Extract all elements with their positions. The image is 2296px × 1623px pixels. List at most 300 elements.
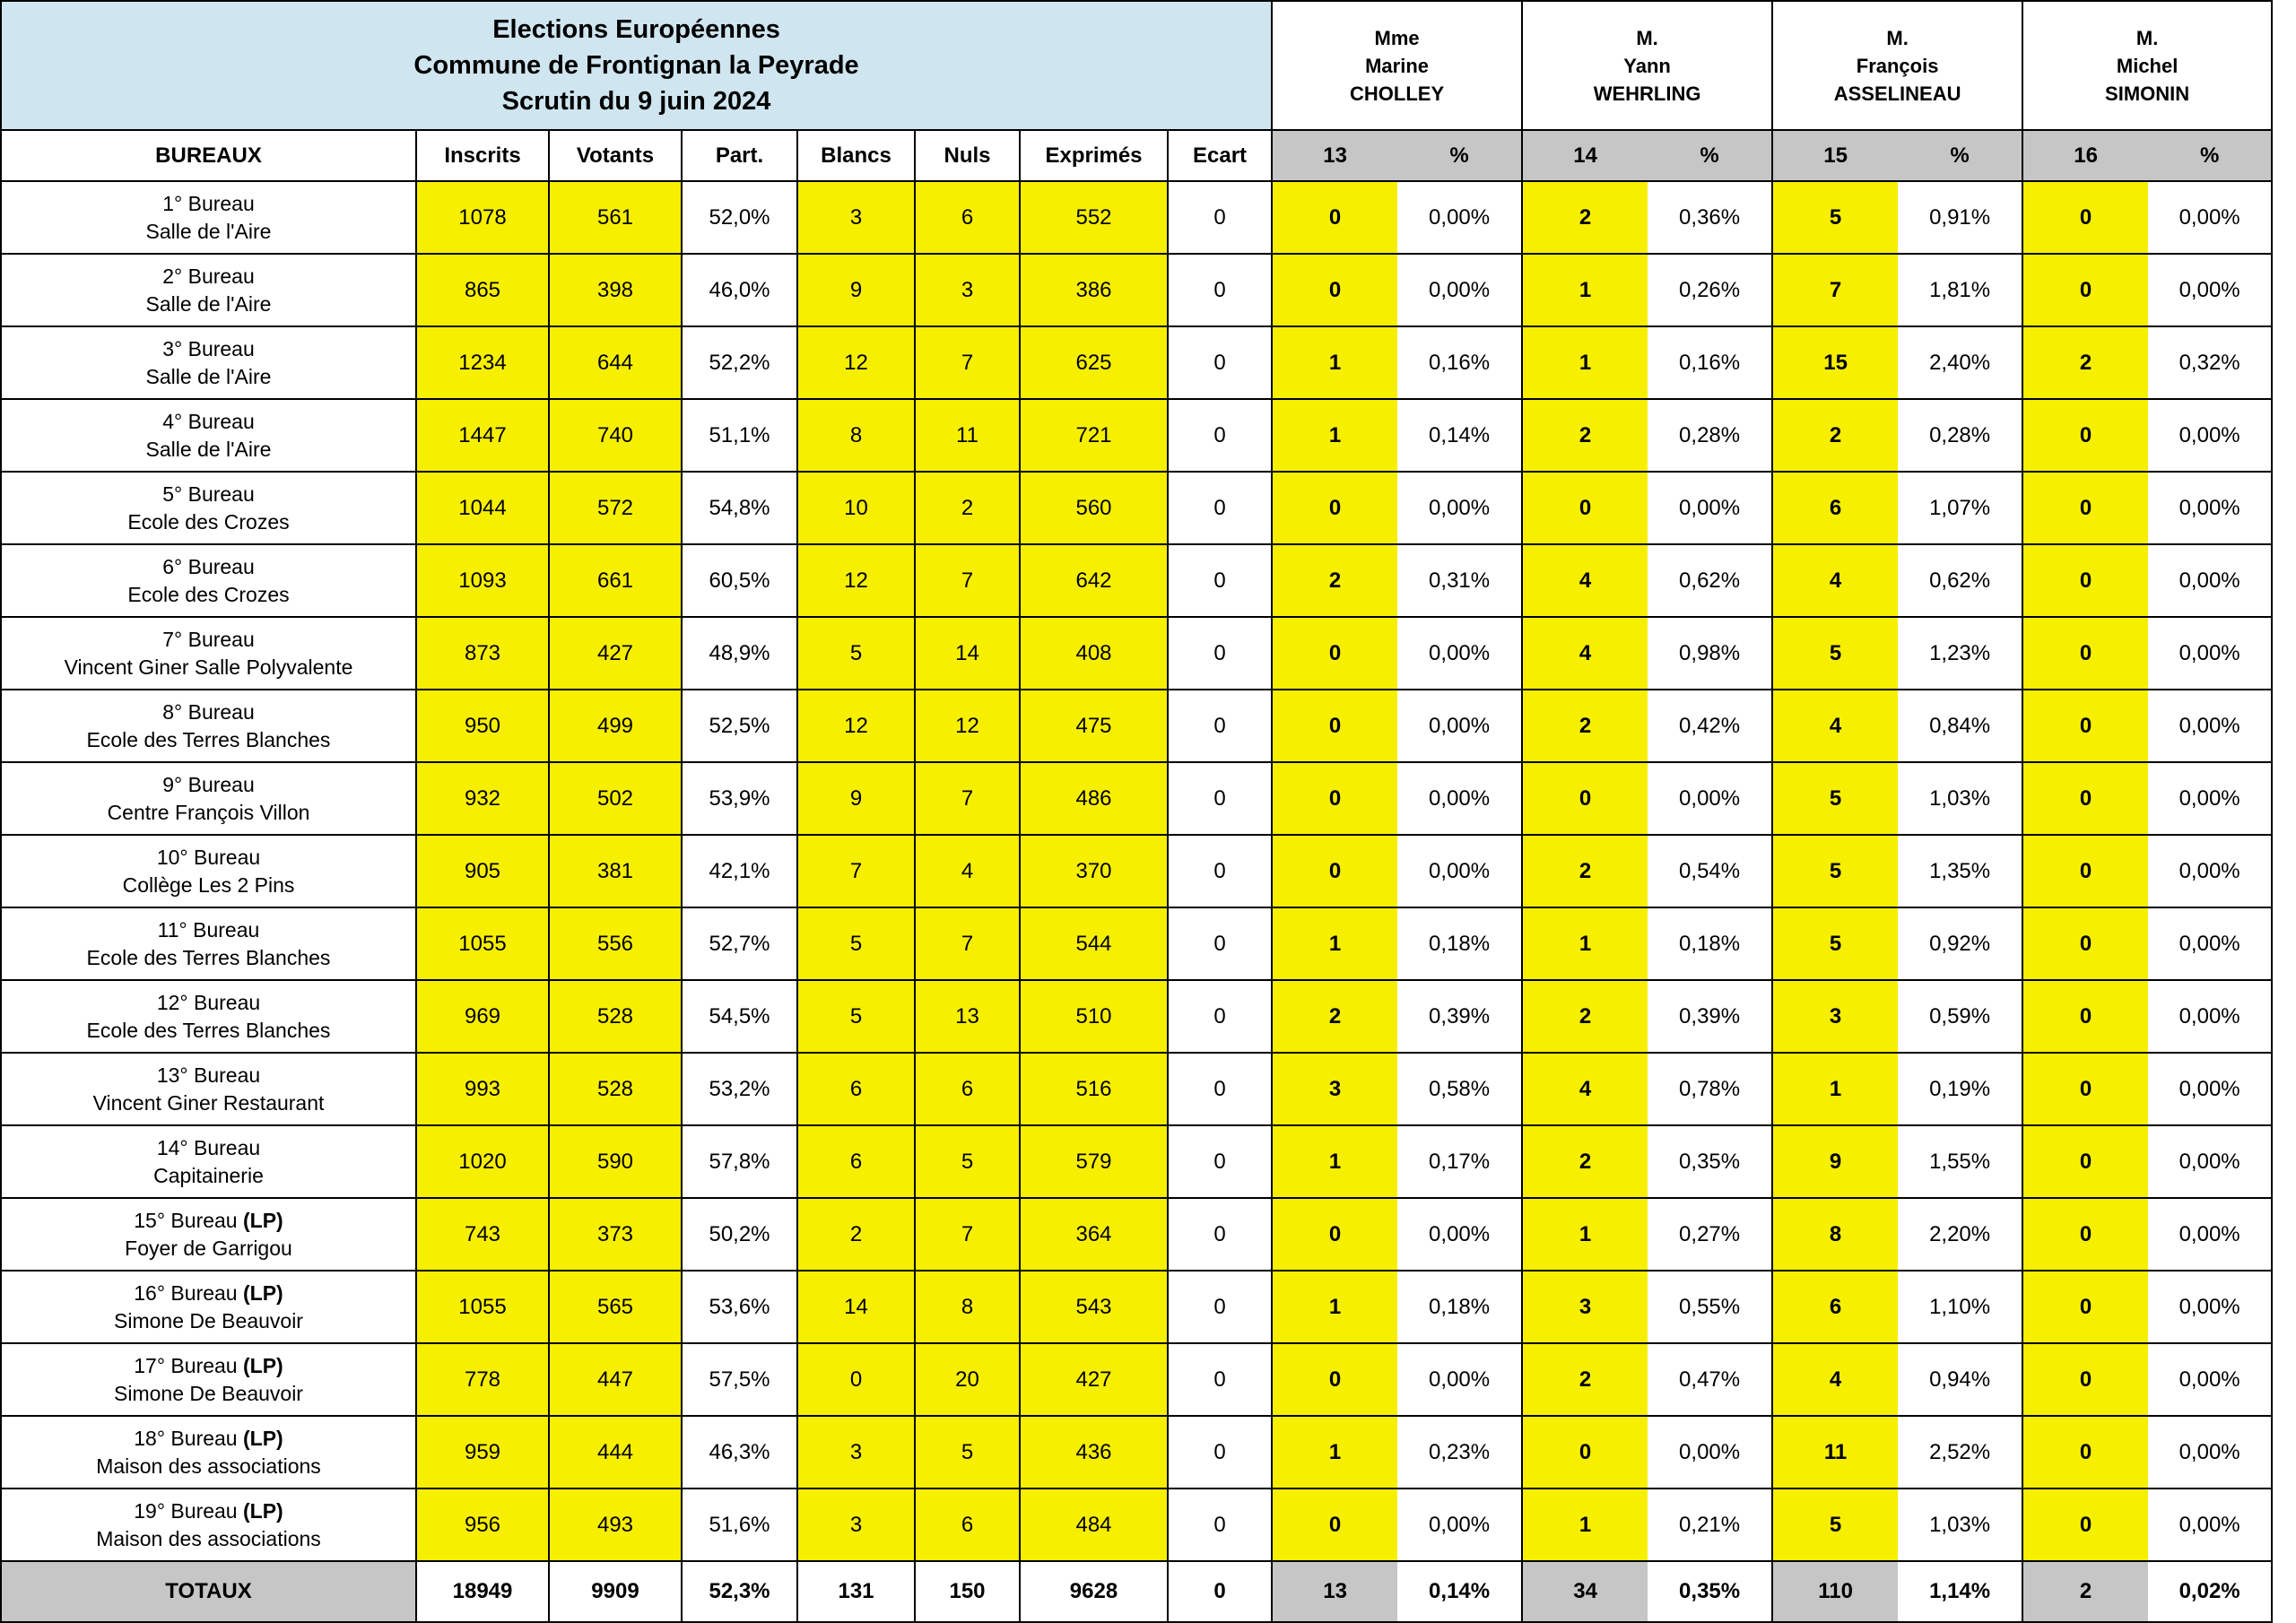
part-cell: 42,1% [682, 835, 797, 907]
part-cell: 46,3% [682, 1416, 797, 1488]
exprimes-cell: 475 [1020, 690, 1168, 762]
blancs-cell: 9 [797, 762, 915, 835]
column-header-nuls: Nuls [915, 130, 1020, 181]
candidate-percent-cell: 0,18% [1397, 907, 1522, 980]
candidate-votes-cell: 1 [1522, 326, 1648, 399]
candidate-votes-cell: 0 [2022, 690, 2148, 762]
candidate-votes-cell: 0 [2022, 907, 2148, 980]
candidate-votes-cell: 0 [2022, 254, 2148, 326]
bureau-label: 9° Bureau [162, 772, 255, 796]
candidate-last-name: CHOLLEY [1350, 82, 1445, 105]
nuls-cell: 3 [915, 254, 1020, 326]
totals-inscrits-cell: 18949 [416, 1561, 549, 1622]
bureau-place: Centre François Villon [107, 800, 310, 824]
ecart-cell: 0 [1168, 1198, 1272, 1271]
exprimes-cell: 552 [1020, 181, 1168, 254]
candidate-percent-cell: 0,39% [1397, 980, 1522, 1053]
nuls-cell: 6 [915, 1053, 1020, 1125]
candidate-votes-cell: 0 [1272, 1488, 1397, 1561]
candidate-percent-cell: 0,42% [1648, 690, 1772, 762]
candidate-percent-cell: 0,28% [1648, 399, 1772, 472]
candidate-votes-cell: 0 [2022, 1053, 2148, 1125]
candidate-percent-cell: 0,26% [1648, 254, 1772, 326]
inscrits-cell: 950 [416, 690, 549, 762]
exprimes-cell: 642 [1020, 544, 1168, 617]
bureau-label-line [2, 989, 415, 1017]
votants-cell: 528 [549, 1053, 682, 1125]
nuls-cell: 6 [915, 1488, 1020, 1561]
blancs-cell: 7 [797, 835, 915, 907]
candidate-votes-cell: 1 [1272, 907, 1397, 980]
candidate-votes-cell: 4 [1522, 544, 1648, 617]
candidate-votes-cell: 2 [1522, 835, 1648, 907]
bureau-label-line [2, 335, 415, 363]
exprimes-cell: 544 [1020, 907, 1168, 980]
blancs-cell: 10 [797, 472, 915, 544]
candidate-last-name: WEHRLING [1593, 82, 1701, 105]
bureau-lp-tag: (LP) [243, 1353, 283, 1377]
candidate-number: 14 [1522, 130, 1648, 181]
inscrits-cell: 1093 [416, 544, 549, 617]
candidate-votes-cell: 0 [2022, 1271, 2148, 1343]
exprimes-cell: 510 [1020, 980, 1168, 1053]
table-row [1, 1488, 2272, 1561]
bureau-cell [1, 399, 416, 472]
inscrits-cell: 873 [416, 617, 549, 690]
candidate-votes-cell: 1 [1522, 1488, 1648, 1561]
candidate-percent-cell: 0,00% [1397, 181, 1522, 254]
bureau-lp-tag: (LP) [243, 1498, 283, 1523]
exprimes-cell: 579 [1020, 1125, 1168, 1198]
candidate-votes-cell: 0 [1272, 835, 1397, 907]
blancs-cell: 9 [797, 254, 915, 326]
bureau-cell [1, 181, 416, 254]
inscrits-cell: 959 [416, 1416, 549, 1488]
part-cell: 50,2% [682, 1198, 797, 1271]
votants-cell: 590 [549, 1125, 682, 1198]
table-row [1, 762, 2272, 835]
bureau-cell [1, 690, 416, 762]
candidate-percent-cell: 0,00% [2148, 1343, 2272, 1416]
table-row [1, 326, 2272, 399]
candidate-votes-cell: 0 [2022, 835, 2148, 907]
exprimes-cell: 486 [1020, 762, 1168, 835]
candidate-votes-cell: 4 [1772, 544, 1898, 617]
candidate-percent-cell: 0,00% [1648, 762, 1772, 835]
candidate-votes-cell: 2 [1522, 399, 1648, 472]
candidate-percent-cell: 0,21% [1648, 1488, 1772, 1561]
bureau-label: 16° Bureau [134, 1280, 238, 1305]
candidate-percent-cell: 0,00% [1648, 472, 1772, 544]
candidate-percent-cell: 1,03% [1898, 762, 2022, 835]
bureau-label-line [2, 844, 415, 872]
votants-cell: 444 [549, 1416, 682, 1488]
table-row [1, 1343, 2272, 1416]
candidate-votes-cell: 5 [1772, 762, 1898, 835]
candidate-percent-cell: 2,40% [1898, 326, 2022, 399]
candidate-votes-cell: 0 [2022, 762, 2148, 835]
candidate-votes-cell: 2 [1272, 544, 1397, 617]
inscrits-cell: 1078 [416, 181, 549, 254]
votants-cell: 561 [549, 181, 682, 254]
nuls-cell: 2 [915, 472, 1020, 544]
candidate-votes-cell: 0 [1272, 762, 1397, 835]
column-header-inscrits: Inscrits [416, 130, 549, 181]
ecart-cell: 0 [1168, 1416, 1272, 1488]
page-title [1, 1, 1272, 130]
table-row [1, 1053, 2272, 1125]
candidate-votes-cell: 0 [1272, 617, 1397, 690]
bureau-label: 12° Bureau [156, 990, 261, 1014]
candidate-votes-cell: 0 [2022, 1488, 2148, 1561]
votants-cell: 661 [549, 544, 682, 617]
candidate-percent-cell: 0,58% [1397, 1053, 1522, 1125]
candidate-percent-cell: 1,07% [1898, 472, 2022, 544]
candidate-votes-cell: 4 [1522, 1053, 1648, 1125]
nuls-cell: 4 [915, 835, 1020, 907]
bureau-label-line [2, 1062, 415, 1089]
candidate-percent-cell: 0,00% [1397, 690, 1522, 762]
ecart-cell: 0 [1168, 1053, 1272, 1125]
totals-nuls-cell: 150 [915, 1561, 1020, 1622]
votants-cell: 556 [549, 907, 682, 980]
candidate-votes-cell: 1 [1272, 326, 1397, 399]
ecart-cell: 0 [1168, 399, 1272, 472]
blancs-cell: 3 [797, 1488, 915, 1561]
nuls-cell: 7 [915, 1198, 1020, 1271]
totals-candidate-percent-cell: 0,02% [2148, 1561, 2272, 1622]
candidate-votes-cell: 1 [1272, 399, 1397, 472]
candidate-percent-cell: 0,00% [2148, 472, 2272, 544]
candidate-percent-cell: 2,52% [1898, 1416, 2022, 1488]
candidate-title: Mme [1374, 26, 1420, 49]
candidate-percent-cell: 0,00% [1397, 1488, 1522, 1561]
nuls-cell: 5 [915, 1125, 1020, 1198]
candidate-votes-cell: 4 [1522, 617, 1648, 690]
inscrits-cell: 932 [416, 762, 549, 835]
votants-cell: 398 [549, 254, 682, 326]
bureau-label-line [2, 1207, 415, 1235]
candidate-percent-cell: 0,19% [1898, 1053, 2022, 1125]
candidate-votes-cell: 0 [2022, 1198, 2148, 1271]
candidate-last-name: ASSELINEAU [1833, 82, 1961, 105]
ecart-cell: 0 [1168, 544, 1272, 617]
bureau-place: Simone De Beauvoir [114, 1308, 303, 1332]
header-row [1, 1, 2272, 130]
bureau-place: Maison des associations [96, 1454, 321, 1478]
candidate-percent-cell: 0,23% [1397, 1416, 1522, 1488]
candidate-number: 13 [1272, 130, 1397, 181]
candidate-votes-cell: 3 [1272, 1053, 1397, 1125]
votants-cell: 572 [549, 472, 682, 544]
column-header-ecart: Ecart [1168, 130, 1272, 181]
part-cell: 46,0% [682, 254, 797, 326]
bureau-label: 8° Bureau [162, 699, 255, 724]
bureau-label: 1° Bureau [162, 191, 255, 215]
exprimes-cell: 560 [1020, 472, 1168, 544]
nuls-cell: 12 [915, 690, 1020, 762]
bureau-label-line [2, 408, 415, 436]
candidate-percent-cell: 0,00% [1648, 1416, 1772, 1488]
candidate-votes-cell: 2 [1522, 980, 1648, 1053]
candidate-percent-cell: 0,00% [2148, 1488, 2272, 1561]
candidate-percent-cell: 0,14% [1397, 399, 1522, 472]
bureau-place: Maison des associations [96, 1526, 321, 1550]
column-header-bureaux: BUREAUX [1, 130, 416, 181]
bureau-label-line [2, 263, 415, 291]
candidate-percent-cell: 1,10% [1898, 1271, 2022, 1343]
column-header-percent: % [2148, 130, 2272, 181]
exprimes-cell: 386 [1020, 254, 1168, 326]
totals-row [1, 1561, 2272, 1622]
bureau-place: Collège Les 2 Pins [122, 872, 295, 897]
candidate-header [1522, 1, 1772, 130]
candidate-last-name: SIMONIN [2105, 82, 2190, 105]
table-row [1, 254, 2272, 326]
candidate-percent-cell: 0,16% [1397, 326, 1522, 399]
ecart-cell: 0 [1168, 980, 1272, 1053]
bureau-place: Ecole des Terres Blanches [86, 945, 331, 969]
bureau-cell [1, 762, 416, 835]
candidate-votes-cell: 0 [1272, 181, 1397, 254]
part-cell: 51,6% [682, 1488, 797, 1561]
candidate-votes-cell: 0 [2022, 181, 2148, 254]
bureau-label-line [2, 1497, 415, 1525]
ecart-cell: 0 [1168, 762, 1272, 835]
bureau-label: 11° Bureau [157, 917, 260, 942]
table-row [1, 472, 2272, 544]
candidate-votes-cell: 1 [1772, 1053, 1898, 1125]
candidate-percent-cell: 0,00% [1397, 617, 1522, 690]
candidate-votes-cell: 15 [1772, 326, 1898, 399]
blancs-cell: 5 [797, 617, 915, 690]
candidate-votes-cell: 6 [1772, 472, 1898, 544]
title-line: Commune de Frontignan la Peyrade [413, 51, 859, 80]
column-header-blancs: Blancs [797, 130, 915, 181]
candidate-percent-cell: 0,91% [1898, 181, 2022, 254]
candidate-percent-cell: 0,18% [1648, 907, 1772, 980]
candidate-votes-cell: 7 [1772, 254, 1898, 326]
bureau-label-line [2, 1134, 415, 1162]
candidate-votes-cell: 2 [1522, 181, 1648, 254]
bureau-cell [1, 907, 416, 980]
candidate-percent-cell: 0,36% [1648, 181, 1772, 254]
candidate-header [1772, 1, 2022, 130]
bureau-cell [1, 1125, 416, 1198]
bureau-label-line [2, 771, 415, 799]
inscrits-cell: 743 [416, 1198, 549, 1271]
nuls-cell: 8 [915, 1271, 1020, 1343]
candidate-percent-cell: 0,27% [1648, 1198, 1772, 1271]
table-row [1, 1125, 2272, 1198]
blancs-cell: 5 [797, 980, 915, 1053]
candidate-percent-cell: 2,20% [1898, 1198, 2022, 1271]
table-row [1, 835, 2272, 907]
nuls-cell: 14 [915, 617, 1020, 690]
part-cell: 52,0% [682, 181, 797, 254]
inscrits-cell: 1447 [416, 399, 549, 472]
totals-candidate-votes-cell: 13 [1272, 1561, 1397, 1622]
ecart-cell: 0 [1168, 254, 1272, 326]
candidate-percent-cell: 0,59% [1898, 980, 2022, 1053]
part-cell: 53,6% [682, 1271, 797, 1343]
candidate-percent-cell: 0,28% [1898, 399, 2022, 472]
ecart-cell: 0 [1168, 472, 1272, 544]
part-cell: 53,9% [682, 762, 797, 835]
bureau-place: Ecole des Terres Blanches [86, 727, 331, 751]
totals-part-cell: 52,3% [682, 1561, 797, 1622]
nuls-cell: 7 [915, 762, 1020, 835]
candidate-percent-cell: 1,23% [1898, 617, 2022, 690]
part-cell: 52,5% [682, 690, 797, 762]
totals-candidate-percent-cell: 0,35% [1648, 1561, 1772, 1622]
candidate-votes-cell: 0 [1522, 762, 1648, 835]
votants-cell: 644 [549, 326, 682, 399]
candidate-percent-cell: 0,55% [1648, 1271, 1772, 1343]
candidate-votes-cell: 2 [2022, 326, 2148, 399]
totals-candidate-votes-cell: 2 [2022, 1561, 2148, 1622]
candidate-percent-cell: 0,00% [2148, 399, 2272, 472]
candidate-votes-cell: 0 [2022, 617, 2148, 690]
inscrits-cell: 1055 [416, 907, 549, 980]
bureau-label: 19° Bureau [134, 1498, 238, 1523]
candidate-votes-cell: 1 [1522, 907, 1648, 980]
bureau-label-line [2, 190, 415, 218]
totals-ecart-cell: 0 [1168, 1561, 1272, 1622]
candidate-percent-cell: 0,35% [1648, 1125, 1772, 1198]
candidate-votes-cell: 0 [1272, 472, 1397, 544]
bureau-place: Vincent Giner Salle Polyvalente [64, 655, 353, 679]
nuls-cell: 11 [915, 399, 1020, 472]
bureau-place: Salle de l'Aire [145, 364, 272, 388]
nuls-cell: 5 [915, 1416, 1020, 1488]
totals-candidate-percent-cell: 1,14% [1898, 1561, 2022, 1622]
candidate-percent-cell: 0,00% [2148, 617, 2272, 690]
candidate-percent-cell: 0,00% [2148, 544, 2272, 617]
candidate-first-name: Marine [1365, 54, 1430, 77]
totals-candidate-percent-cell: 0,14% [1397, 1561, 1522, 1622]
bureau-cell [1, 1271, 416, 1343]
candidate-percent-cell: 0,00% [2148, 980, 2272, 1053]
column-header-row [1, 130, 2272, 181]
inscrits-cell: 865 [416, 254, 549, 326]
candidate-percent-cell: 0,00% [2148, 835, 2272, 907]
candidate-votes-cell: 1 [1272, 1416, 1397, 1488]
candidate-title: M. [2135, 26, 2159, 49]
nuls-cell: 6 [915, 181, 1020, 254]
bureau-cell [1, 472, 416, 544]
bureau-label-line [2, 553, 415, 581]
votants-cell: 381 [549, 835, 682, 907]
part-cell: 57,8% [682, 1125, 797, 1198]
bureau-place: Foyer de Garrigou [125, 1236, 292, 1260]
bureau-label-line [2, 699, 415, 726]
candidate-percent-cell: 0,00% [1397, 1343, 1522, 1416]
candidate-percent-cell: 0,31% [1397, 544, 1522, 617]
bureau-label-line [2, 1280, 415, 1307]
nuls-cell: 7 [915, 544, 1020, 617]
title-line: Elections Européennes [492, 15, 780, 44]
ecart-cell: 0 [1168, 907, 1272, 980]
bureau-place: Ecole des Crozes [127, 509, 290, 534]
blancs-cell: 3 [797, 1416, 915, 1488]
blancs-cell: 5 [797, 907, 915, 980]
column-header-part: Part. [682, 130, 797, 181]
candidate-votes-cell: 0 [1272, 254, 1397, 326]
candidate-votes-cell: 5 [1772, 1488, 1898, 1561]
blancs-cell: 6 [797, 1053, 915, 1125]
ecart-cell: 0 [1168, 617, 1272, 690]
candidate-votes-cell: 0 [1522, 472, 1648, 544]
blancs-cell: 8 [797, 399, 915, 472]
exprimes-cell: 625 [1020, 326, 1168, 399]
bureau-cell [1, 980, 416, 1053]
bureau-place: Salle de l'Aire [145, 291, 272, 316]
candidate-votes-cell: 1 [1522, 254, 1648, 326]
bureau-place: Capitainerie [153, 1163, 264, 1187]
candidate-votes-cell: 1 [1272, 1271, 1397, 1343]
candidate-votes-cell: 5 [1772, 617, 1898, 690]
candidate-percent-cell: 0,00% [2148, 1125, 2272, 1198]
bureau-label: 2° Bureau [162, 264, 255, 288]
bureau-lp-tag: (LP) [243, 1208, 283, 1232]
candidate-percent-cell: 0,16% [1648, 326, 1772, 399]
totals-candidate-votes-cell: 34 [1522, 1561, 1648, 1622]
candidate-percent-cell: 1,81% [1898, 254, 2022, 326]
bureau-place: Vincent Giner Restaurant [92, 1090, 325, 1115]
ecart-cell: 0 [1168, 690, 1272, 762]
candidate-votes-cell: 2 [1522, 1343, 1648, 1416]
column-header-percent: % [1397, 130, 1522, 181]
candidate-votes-cell: 4 [1772, 690, 1898, 762]
part-cell: 51,1% [682, 399, 797, 472]
exprimes-cell: 543 [1020, 1271, 1168, 1343]
candidate-percent-cell: 0,92% [1898, 907, 2022, 980]
bureau-cell [1, 1053, 416, 1125]
candidate-percent-cell: 0,00% [1397, 254, 1522, 326]
candidate-percent-cell: 0,00% [1397, 472, 1522, 544]
inscrits-cell: 1044 [416, 472, 549, 544]
candidate-percent-cell: 0,00% [2148, 1416, 2272, 1488]
exprimes-cell: 408 [1020, 617, 1168, 690]
candidate-votes-cell: 0 [2022, 1343, 2148, 1416]
table-row [1, 181, 2272, 254]
ecart-cell: 0 [1168, 835, 1272, 907]
table-row [1, 544, 2272, 617]
candidate-percent-cell: 0,47% [1648, 1343, 1772, 1416]
table-row [1, 907, 2272, 980]
nuls-cell: 7 [915, 326, 1020, 399]
candidate-percent-cell: 1,55% [1898, 1125, 2022, 1198]
ecart-cell: 0 [1168, 1271, 1272, 1343]
part-cell: 57,5% [682, 1343, 797, 1416]
blancs-cell: 12 [797, 544, 915, 617]
blancs-cell: 12 [797, 690, 915, 762]
candidate-percent-cell: 0,00% [1397, 762, 1522, 835]
blancs-cell: 2 [797, 1198, 915, 1271]
votants-cell: 373 [549, 1198, 682, 1271]
part-cell: 54,8% [682, 472, 797, 544]
inscrits-cell: 1234 [416, 326, 549, 399]
bureau-cell [1, 1343, 416, 1416]
candidate-first-name: Yann [1623, 54, 1671, 77]
part-cell: 52,2% [682, 326, 797, 399]
bureau-place: Ecole des Terres Blanches [86, 1018, 331, 1042]
candidate-votes-cell: 5 [1772, 835, 1898, 907]
ecart-cell: 0 [1168, 326, 1272, 399]
bureau-cell [1, 835, 416, 907]
bureau-label: 4° Bureau [162, 409, 255, 433]
